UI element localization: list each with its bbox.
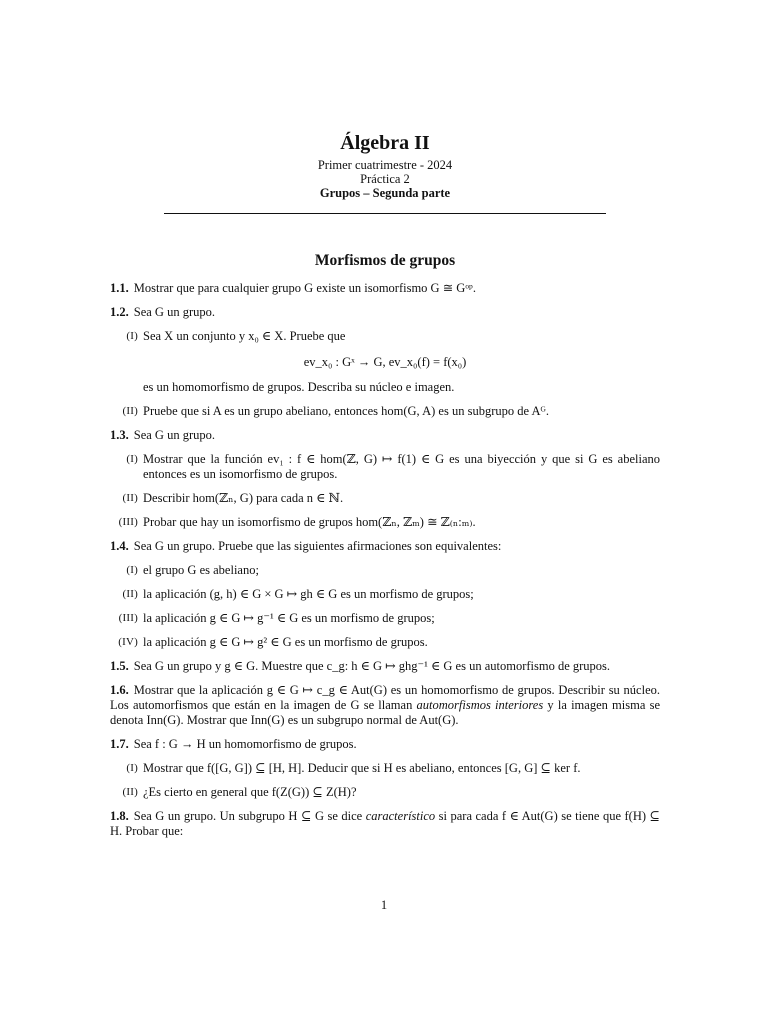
item-label: (I) [126,762,138,774]
document-page [110,128,660,839]
item-label: (III) [118,612,138,624]
exercise-1-4 [110,539,660,554]
exercise-text-cont: si para cada f ∈ Aut(G) se tiene que f(H) ⊆ H. Probar que: [110,809,660,838]
section-title: Morfismos de grupos [314,252,456,269]
exercise-number: 1.3. [110,428,129,442]
item-text: Probar que hay un isomorfismo de grupos hom(ℤₙ, ℤₘ) ≅ ℤ₍ₙ:ₘ₎. [143,515,476,529]
exercise-1-8 [110,809,660,839]
item-text: Pruebe que si A es un grupo abeliano, entonces hom(G, A) es un subgrupo de Aᴳ. [143,404,550,418]
item-text: la aplicación g ∈ G ↦ g² ∈ G es un morfismo de grupos. [143,635,428,649]
exercise-text: Mostrar que la aplicación g ∈ G ↦ c_g ∈ Aut(G) es un homomorfismo de grupos. Describir su núcleo. Los automorfismos que están en la imagen de G se llaman [110,683,660,712]
exercise-text: Sea G un grupo. [133,428,215,442]
exercise-1-4-item-iii [110,611,660,626]
item-label: (I) [126,453,138,465]
exercise-1-4-item-i [110,563,660,578]
item-text: Mostrar que f([G, G]) ⊆ [H, H]. Deducir que si H es abeliano, entonces [G, G] ⊆ ker f. [143,761,581,775]
display-equation: ev_x₀ : Gˣ → G, ev_x₀(f) = f(x₀) [303,355,467,369]
item-text: Sea X un conjunto y x₀ ∈ X. Pruebe que [143,329,346,343]
item-text: Describir hom(ℤₙ, G) para cada n ∈ ℕ. [143,491,344,505]
exercise-1-4-item-ii [110,587,660,602]
page-number: 1 [380,898,388,912]
emphasized-term: característico [365,809,436,823]
exercise-number: 1.2. [110,305,129,319]
exercise-1-3-item-ii [110,491,660,506]
exercise-1-3 [110,428,660,443]
item-label: (II) [122,786,138,798]
item-continuation: es un homomorfismo de grupos. Describa su núcleo e imagen. [143,380,455,394]
topic-line: Grupos – Segunda parte [319,186,451,200]
exercise-text: Sea G un grupo y g ∈ G. Muestre que c_g: h ∈ G ↦ ghg⁻¹ ∈ G es un automorfismo de grupos. [133,659,611,673]
item-label: (III) [118,516,138,528]
exercise-number: 1.7. [110,737,129,751]
exercise-text: Sea G un grupo. Un subgrupo H ⊆ G se dice [133,809,366,823]
exercise-1-5 [110,659,660,674]
exercise-1-4-item-iv [110,635,660,650]
item-label: (I) [126,330,138,342]
exercise-1-6 [110,683,660,728]
item-text: Mostrar que la función ev₁ : f ∈ hom(ℤ, G) ↦ f(1) ∈ G es una biyección y que si G es abeliano entonces es un isomorfismo de grupos. [143,452,660,481]
document-title: Álgebra II [340,132,430,154]
emphasized-term: automorfismos interiores [416,698,544,712]
exercise-number: 1.8. [110,809,129,823]
item-label: (II) [122,405,138,417]
exercise-1-2 [110,305,660,320]
exercise-1-3-item-iii [110,515,660,530]
term-line: Primer cuatrimestre - 2024 [317,158,453,172]
header-divider [164,213,606,214]
exercise-1-2-item-ii [110,404,660,419]
exercise-1-7 [110,737,660,752]
item-label: (II) [122,588,138,600]
exercise-text: Sea G un grupo. Pruebe que las siguientes afirmaciones son equivalentes: [133,539,502,553]
item-text: el grupo G es abeliano; [143,563,259,577]
exercise-number: 1.5. [110,659,129,673]
item-label: (II) [122,492,138,504]
item-text: la aplicación (g, h) ∈ G × G ↦ gh ∈ G es un morfismo de grupos; [143,587,474,601]
exercise-number: 1.1. [110,281,129,295]
item-text: la aplicación g ∈ G ↦ g⁻¹ ∈ G es un morfismo de grupos; [143,611,435,625]
item-label: (IV) [118,636,138,648]
exercise-number: 1.6. [110,683,129,697]
exercise-number: 1.4. [110,539,129,553]
exercise-text-cont: y la imagen misma se denota Inn(G). Mostrar que Inn(G) es un subgrupo normal de Aut(G). [110,698,661,727]
exercise-text: Sea G un grupo. [133,305,215,319]
item-text: ¿Es cierto en general que f(Z(G)) ⊆ Z(H)? [143,785,357,799]
practice-line: Práctica 2 [360,172,410,186]
exercise-1-7-item-i [110,761,660,776]
item-label: (I) [126,564,138,576]
exercise-1-2-item-i [110,329,660,344]
exercise-1-7-item-ii [110,785,660,800]
exercise-text: Mostrar que para cualquier grupo G existe un isomorfismo G ≅ Gᵒᵖ. [133,281,476,295]
exercise-1-1 [110,281,660,296]
exercise-1-3-item-i [110,452,660,482]
exercise-text: Sea f : G → H un homomorfismo de grupos. [133,737,357,751]
